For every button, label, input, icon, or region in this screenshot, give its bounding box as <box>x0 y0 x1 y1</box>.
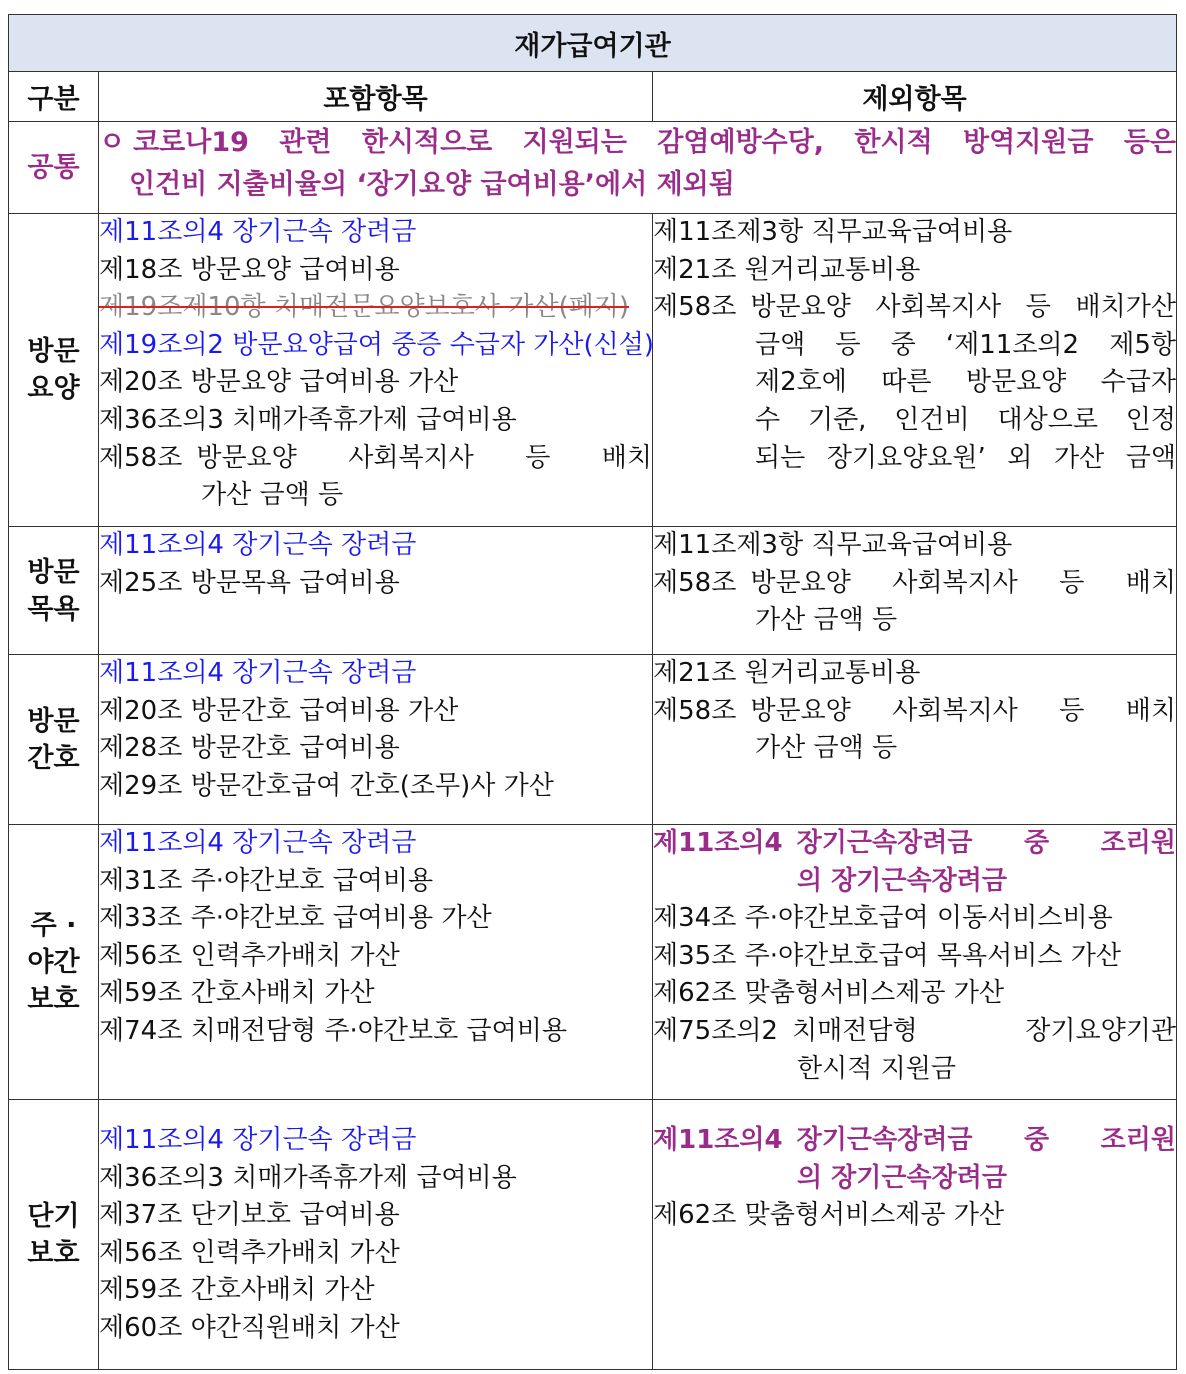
list-item: 제34조 주·야간보호급여 이동서비스비용 <box>653 903 1113 934</box>
article-number: 제11조의4 <box>653 1125 783 1155</box>
included-items <box>99 527 653 655</box>
list-item: 제20조 방문요양 급여비용 가산 <box>99 367 459 398</box>
article-number: 제11조의4 <box>653 828 783 858</box>
list-item: 제36조의3 치매가족휴가제 급여비용 <box>99 404 517 435</box>
table-body <box>9 214 1177 1370</box>
category-label: 방문 <box>27 556 80 588</box>
category-label: 방문 <box>27 336 80 367</box>
category-label: 야간 <box>27 946 80 978</box>
excluded-items <box>653 1100 1177 1370</box>
category-label: 요양 <box>27 373 80 404</box>
bullet-marker: ㅇ <box>99 127 126 158</box>
list-item: 제56조 인력추가배치 가산 <box>99 940 400 971</box>
article-text-continued: 제2호에 따른 방문요양 수급자 <box>755 367 1176 398</box>
article-text-continued: 가산 금액 등 <box>755 733 898 764</box>
article-text: 방문요양 사회복지사 등 배치가산 <box>750 292 1176 323</box>
article-number: 제58조 <box>653 695 737 726</box>
included-items <box>99 655 653 825</box>
included-items <box>99 825 653 1100</box>
header-excluded: 제외항목 <box>653 72 1177 122</box>
article-text: 방문요양 사회복지사 등 배치 <box>750 695 1176 726</box>
table-row <box>9 825 1177 1100</box>
list-item: 제11조의4 장기근속 장려금 <box>99 530 417 560</box>
list-item: 제19조제10항 치매전문요양보호사 가산(폐지) <box>99 292 629 323</box>
article-text-continued: 가산 금액 등 <box>201 480 344 511</box>
list-item: 제18조 방문요양 급여비용 <box>99 254 400 285</box>
list-item: 제74조 치매전담형 주·야간보호 급여비용 <box>99 1015 567 1046</box>
list-item <box>653 289 1176 477</box>
list-item: 제29조 방문간호급여 간호(조무)사 가산 <box>99 770 554 801</box>
article-text-continued: 금액 등 중 ‘제11조의2 제5항 <box>755 329 1176 360</box>
row-category <box>9 527 99 655</box>
list-item <box>653 1122 1176 1197</box>
article-text: 방문요양 사회복지사 등 배치 <box>750 567 1176 598</box>
article-text-continued: 수 기준, 인건비 대상으로 인정 <box>755 404 1176 435</box>
list-item: 제59조 간호사배치 가산 <box>99 978 375 1009</box>
common-note-text1: 코로나19 관련 한시적으로 지원되는 감염예방수당, 한시적 방역지원금 등은 <box>133 127 1176 158</box>
list-item: 제33조 주·야간보호 급여비용 가산 <box>99 903 492 934</box>
table-row <box>9 214 1177 527</box>
list-item: 제31조 주·야간보호 급여비용 <box>99 865 434 896</box>
article-text-continued: 한시적 지원금 <box>797 1053 956 1084</box>
list-item: 제25조 방문목욕 급여비용 <box>99 567 400 598</box>
list-item: 제11조의4 장기근속 장려금 <box>99 1125 417 1155</box>
category-label: 목욕 <box>27 593 80 625</box>
list-item <box>653 825 1176 900</box>
included-items <box>99 214 653 527</box>
table-title: 재가급여기관 <box>9 15 1177 72</box>
article-number: 제58조 <box>99 442 183 473</box>
list-item <box>653 1013 1176 1088</box>
table-row <box>9 527 1177 655</box>
article-number: 제75조의2 <box>653 1015 778 1046</box>
list-item: 제11조제3항 직무교육급여비용 <box>653 217 1013 247</box>
article-text: 치매전담형 장기요양기관 <box>791 1015 1176 1046</box>
category-label: 간호 <box>27 742 80 774</box>
category-label: 보호 <box>27 1237 80 1269</box>
article-number: 제58조 <box>653 567 737 598</box>
category-label: 주 · <box>30 909 77 941</box>
excluded-items <box>653 214 1177 527</box>
common-note-line1 <box>99 122 1176 164</box>
excluded-items <box>653 655 1177 825</box>
excluded-items <box>653 825 1177 1100</box>
header-included: 포함항목 <box>99 72 653 122</box>
list-item: 제28조 방문간호 급여비용 <box>99 733 400 764</box>
article-text-continued: 되는 장기요양요원’ 외 가산 금액 <box>755 442 1176 473</box>
article-text: 장기근속장려금 중 조리원 <box>796 1125 1176 1155</box>
list-item: 제11조의4 장기근속 장려금 <box>99 658 417 688</box>
row-category <box>9 1100 99 1370</box>
list-item: 제20조 방문간호 급여비용 가산 <box>99 695 459 726</box>
list-item: 제11조의4 장기근속 장려금 <box>99 828 417 858</box>
category-common: 공통 <box>9 122 99 214</box>
list-item: 제37조 단기보호 급여비용 <box>99 1200 400 1231</box>
excluded-items <box>653 527 1177 655</box>
common-note <box>99 122 1177 214</box>
list-item <box>653 565 1176 640</box>
article-text: 장기근속장려금 중 조리원 <box>796 828 1176 858</box>
row-category <box>9 655 99 825</box>
row-category <box>9 214 99 527</box>
article-text-continued: 가산 금액 등 <box>755 605 898 636</box>
list-item <box>99 440 652 515</box>
header-category: 구분 <box>9 72 99 122</box>
list-item: 제56조 인력추가배치 가산 <box>99 1237 400 1268</box>
category-label: 보호 <box>27 983 80 1015</box>
table-row <box>9 1100 1177 1370</box>
list-item: 제11조제3항 직무교육급여비용 <box>653 530 1013 560</box>
list-item: 제59조 간호사배치 가산 <box>99 1275 375 1306</box>
list-item: 제62조 맞춤형서비스제공 가산 <box>653 978 1005 1009</box>
list-item: 제21조 원거리교통비용 <box>653 658 921 688</box>
list-item: 제36조의3 치매가족휴가제 급여비용 <box>99 1162 517 1193</box>
included-items <box>99 1100 653 1370</box>
table-row <box>9 655 1177 825</box>
list-item: 제62조 맞춤형서비스제공 가산 <box>653 1200 1005 1231</box>
article-number: 제58조 <box>653 292 737 323</box>
list-item: 제21조 원거리교통비용 <box>653 254 921 285</box>
article-text-continued: 의 장기근속장려금 <box>797 1162 1007 1193</box>
article-text-continued: 의 장기근속장려금 <box>797 865 1007 896</box>
category-label: 단기 <box>27 1200 80 1232</box>
article-text: 방문요양 사회복지사 등 배치 <box>196 442 652 473</box>
list-item: 제60조 야간직원배치 가산 <box>99 1312 400 1343</box>
list-item: 제11조의4 장기근속 장려금 <box>99 217 417 247</box>
common-note-line2: 인건비 지출비율의 ‘장기요양 급여비용’에서 제외됨 <box>129 169 735 200</box>
list-item: 제35조 주·야간보호급여 목욕서비스 가산 <box>653 940 1121 971</box>
benefit-items-table <box>8 14 1177 1370</box>
category-label: 방문 <box>27 705 80 737</box>
row-category <box>9 825 99 1100</box>
list-item: 제19조의2 방문요양급여 중증 수급자 가산(신설) <box>99 329 655 360</box>
list-item <box>653 693 1176 768</box>
